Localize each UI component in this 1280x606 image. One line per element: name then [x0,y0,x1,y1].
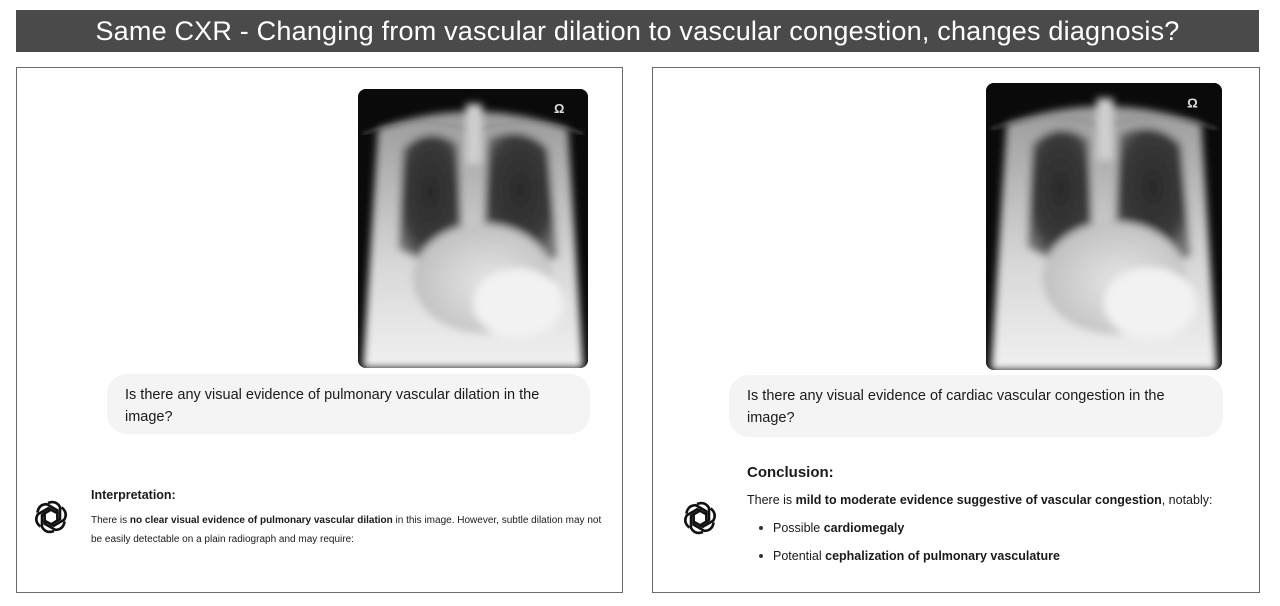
svg-text:Ω: Ω [554,100,565,116]
answer-heading: Conclusion: [747,464,834,481]
answer-text-bold: no clear visual evidence of pulmonary vascular dilation [129,515,393,526]
svg-text:Ω: Ω [1187,95,1198,111]
slide-title-banner [16,10,1259,52]
chat-panel-right [652,67,1260,593]
openai-logo-icon [31,497,71,537]
user-message-bubble [107,374,590,434]
user-message-bubble [729,375,1223,437]
answer-text [91,511,611,549]
assistant-answer [747,464,1252,575]
chest-xray-image[interactable] [358,89,588,368]
answer-text-part: There is [91,515,130,526]
user-message-text: Is there any visual evidence of cardiac vascular congestion in the image? [747,388,1165,426]
assistant-answer [91,488,611,549]
bullet-bold: cardiomegaly [823,521,905,535]
chat-panel-left [16,67,623,593]
answer-text-part: There is [747,493,796,507]
bullet-bold: cephalization of pulmonary vasculature [825,549,1060,563]
bullet-prefix: Potential [773,549,826,563]
answer-text [747,491,1252,509]
slide-title: Same CXR - Changing from vascular dilation to vascular congestion, changes diagnosis? [95,15,1180,46]
answer-text-part: in this image. However, subtle dilation may not be easily detectable on a plain radiograph and may require: [91,515,602,545]
answer-bullet-list [747,519,1252,565]
answer-text-part: , notably: [1161,493,1213,507]
answer-text-bold: mild to moderate evidence suggestive of vascular congestion [795,493,1162,507]
bullet-prefix: Possible [773,521,824,535]
list-item [747,547,1252,565]
openai-logo-icon [680,498,720,538]
chest-xray-image[interactable] [986,83,1222,370]
answer-heading: Interpretation: [91,488,176,502]
list-item [747,519,1252,537]
user-message-text: Is there any visual evidence of pulmonary vascular dilation in the image? [125,387,540,425]
